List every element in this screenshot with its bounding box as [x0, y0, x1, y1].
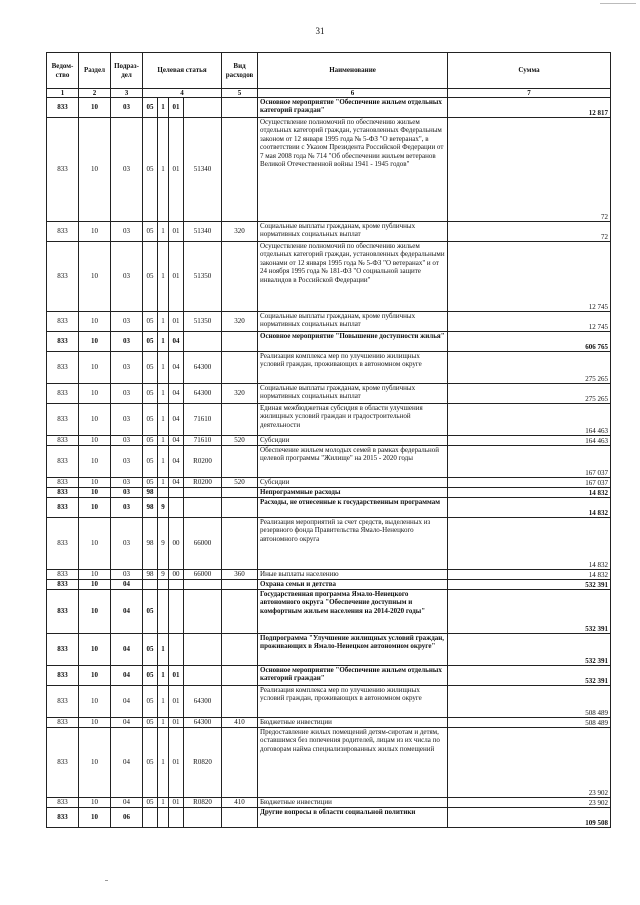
cell-vid-rashodov [222, 808, 258, 828]
cell-target-program: 05 [143, 686, 158, 718]
cell-target-direction [184, 634, 222, 666]
cell-podrazdel: 03 [111, 570, 143, 580]
cell-target-direction: 64300 [184, 718, 222, 728]
cell-podrazdel: 03 [111, 446, 143, 478]
cell-target-subprogram: 9 [158, 498, 169, 518]
column-index: 5 [222, 89, 258, 98]
cell-target-program [143, 808, 158, 828]
cell-podrazdel: 03 [111, 332, 143, 352]
cell-target-subprogram: 1 [158, 478, 169, 488]
cell-vedomstvo: 833 [47, 634, 79, 666]
cell-naimenovanie: Субсидии [258, 436, 448, 446]
header-razdel: Раздел [79, 53, 111, 89]
cell-podrazdel: 03 [111, 518, 143, 570]
cell-target-program: 05 [143, 718, 158, 728]
cell-vid-rashodov: 520 [222, 436, 258, 446]
cell-summa: 12 745 [448, 242, 611, 312]
cell-razdel: 10 [79, 352, 111, 384]
column-index-row [47, 89, 611, 98]
cell-naimenovanie: Основное мероприятие "Обеспечение жильем отдельных категорий граждан" [258, 98, 448, 118]
cell-target-program: 05 [143, 242, 158, 312]
cell-vid-rashodov [222, 686, 258, 718]
table-row [47, 798, 611, 808]
cell-target-event: 00 [169, 570, 184, 580]
cell-naimenovanie: Реализация комплекса мер по улучшению жилищных условий граждан, проживающих в автономном округе [258, 352, 448, 384]
cell-summa: 23 902 [448, 798, 611, 808]
cell-vedomstvo: 833 [47, 384, 79, 404]
cell-vedomstvo: 833 [47, 498, 79, 518]
cell-vid-rashodov [222, 580, 258, 590]
cell-target-event: 04 [169, 384, 184, 404]
cell-vedomstvo: 833 [47, 718, 79, 728]
cell-vedomstvo: 833 [47, 312, 79, 332]
cell-target-event: 04 [169, 332, 184, 352]
cell-target-direction: R0200 [184, 446, 222, 478]
cell-vid-rashodov [222, 118, 258, 222]
cell-target-subprogram: 1 [158, 98, 169, 118]
cell-naimenovanie: Основное мероприятие "Повышение доступности жилья" [258, 332, 448, 352]
cell-razdel: 10 [79, 808, 111, 828]
cell-target-subprogram: 1 [158, 634, 169, 666]
cell-razdel: 10 [79, 498, 111, 518]
cell-vedomstvo: 833 [47, 436, 79, 446]
cell-target-program: 05 [143, 222, 158, 242]
cell-vedomstvo: 833 [47, 580, 79, 590]
cell-vid-rashodov [222, 634, 258, 666]
cell-razdel: 10 [79, 666, 111, 686]
cell-target-subprogram: 1 [158, 222, 169, 242]
header-podrazdel: Подраз-дел [111, 53, 143, 89]
cell-naimenovanie: Предоставление жилых помещений детям-сиротам и детям, оставшимся без попечения родителей, лицам из их числа по договорам найма специализированных жилых помещений [258, 728, 448, 798]
cell-razdel: 10 [79, 222, 111, 242]
cell-target-program: 05 [143, 352, 158, 384]
scan-edge-mark [600, 3, 636, 4]
cell-target-direction: 71610 [184, 436, 222, 446]
cell-target-subprogram: 1 [158, 446, 169, 478]
header-naimenovanie: Наименование [258, 53, 448, 89]
cell-naimenovanie: Охрана семьи и детства [258, 580, 448, 590]
cell-target-program: 05 [143, 312, 158, 332]
cell-vedomstvo: 833 [47, 222, 79, 242]
cell-target-direction [184, 808, 222, 828]
cell-target-subprogram: 1 [158, 686, 169, 718]
cell-podrazdel: 03 [111, 404, 143, 436]
cell-summa: 14 832 [448, 570, 611, 580]
cell-summa: 164 463 [448, 404, 611, 436]
table-row [47, 718, 611, 728]
cell-vedomstvo: 833 [47, 352, 79, 384]
cell-target-program: 05 [143, 118, 158, 222]
cell-podrazdel: 03 [111, 242, 143, 312]
cell-razdel: 10 [79, 332, 111, 352]
cell-target-direction [184, 488, 222, 498]
table-row [47, 498, 611, 518]
cell-target-program: 05 [143, 436, 158, 446]
scan-dot [105, 880, 108, 881]
cell-razdel: 10 [79, 478, 111, 488]
column-index: 2 [79, 89, 111, 98]
cell-naimenovanie: Социальные выплаты гражданам, кроме публичных нормативных социальных выплат [258, 384, 448, 404]
cell-podrazdel: 03 [111, 478, 143, 488]
cell-naimenovanie: Субсидии [258, 478, 448, 488]
cell-vid-rashodov [222, 404, 258, 436]
cell-target-program: 05 [143, 98, 158, 118]
cell-vid-rashodov: 320 [222, 384, 258, 404]
budget-table [46, 52, 611, 828]
table-body [47, 98, 611, 828]
cell-vid-rashodov [222, 518, 258, 570]
cell-podrazdel: 04 [111, 728, 143, 798]
cell-target-event: 01 [169, 222, 184, 242]
cell-target-direction [184, 590, 222, 634]
cell-target-program: 98 [143, 488, 158, 498]
cell-target-program: 05 [143, 478, 158, 488]
cell-target-direction [184, 98, 222, 118]
cell-podrazdel: 03 [111, 488, 143, 498]
cell-vedomstvo: 833 [47, 728, 79, 798]
cell-razdel: 10 [79, 686, 111, 718]
cell-target-subprogram [158, 488, 169, 498]
column-index: 3 [111, 89, 143, 98]
cell-target-event: 04 [169, 478, 184, 488]
cell-vid-rashodov [222, 332, 258, 352]
cell-razdel: 10 [79, 384, 111, 404]
cell-target-subprogram: 1 [158, 312, 169, 332]
column-index: 4 [143, 89, 222, 98]
cell-target-program: 05 [143, 798, 158, 808]
table-row [47, 518, 611, 570]
cell-vedomstvo: 833 [47, 98, 79, 118]
cell-target-event [169, 634, 184, 666]
cell-razdel: 10 [79, 728, 111, 798]
cell-vedomstvo: 833 [47, 478, 79, 488]
cell-target-subprogram [158, 580, 169, 590]
cell-target-program: 98 [143, 518, 158, 570]
cell-vid-rashodov [222, 590, 258, 634]
cell-vid-rashodov: 320 [222, 312, 258, 332]
cell-vedomstvo: 833 [47, 404, 79, 436]
cell-razdel: 10 [79, 590, 111, 634]
table-row [47, 590, 611, 634]
cell-vedomstvo: 833 [47, 570, 79, 580]
cell-target-direction [184, 666, 222, 686]
cell-vid-rashodov [222, 498, 258, 518]
table-row [47, 478, 611, 488]
table-row [47, 312, 611, 332]
cell-vedomstvo: 833 [47, 798, 79, 808]
cell-summa: 167 037 [448, 478, 611, 488]
cell-naimenovanie: Реализация мероприятий за счет средств, выделенных из резервного фонда Правительства Ямало-Ненецкого автономного округа [258, 518, 448, 570]
table-row [47, 98, 611, 118]
header-vid-rashodov: Вид расходов [222, 53, 258, 89]
cell-vedomstvo: 833 [47, 808, 79, 828]
cell-target-direction: R0200 [184, 478, 222, 488]
cell-vedomstvo: 833 [47, 242, 79, 312]
cell-target-subprogram: 9 [158, 570, 169, 580]
cell-summa: 164 463 [448, 436, 611, 446]
table-row [47, 404, 611, 436]
cell-podrazdel: 04 [111, 580, 143, 590]
table-row [47, 222, 611, 242]
cell-naimenovanie: Осуществление полномочий по обеспечению жильем отдельных категорий граждан, установленных Федеральным законом от 12 января 1995 года № 5-ФЗ "О ветеранах", в соответствии с Указом Президента Российской Федерации от 7 мая 2008 года № 714 "Об обеспечении жильем ветеранов Великой Отечественной войны 1941 - 1945 годов" [258, 118, 448, 222]
cell-summa: 275 265 [448, 352, 611, 384]
table-row [47, 634, 611, 666]
cell-naimenovanie: Основное мероприятие "Обеспечение жильем отдельных категорий граждан" [258, 666, 448, 686]
cell-razdel: 10 [79, 488, 111, 498]
cell-target-direction [184, 498, 222, 518]
cell-target-event: 00 [169, 518, 184, 570]
cell-vid-rashodov [222, 352, 258, 384]
cell-podrazdel: 03 [111, 312, 143, 332]
cell-razdel: 10 [79, 436, 111, 446]
cell-target-direction: R0820 [184, 798, 222, 808]
cell-target-direction: 71610 [184, 404, 222, 436]
column-index: 1 [47, 89, 79, 98]
header-vedomstvo: Ведом-ство [47, 53, 79, 89]
cell-razdel: 10 [79, 570, 111, 580]
cell-vedomstvo: 833 [47, 118, 79, 222]
table-row [47, 352, 611, 384]
cell-target-direction: 64300 [184, 686, 222, 718]
cell-target-event: 01 [169, 718, 184, 728]
cell-summa: 12 745 [448, 312, 611, 332]
cell-naimenovanie: Государственная программа Ямало-Ненецкого автономного округа "Обеспечение доступным и комфортным жильем населения на 2014-2020 годы" [258, 590, 448, 634]
cell-naimenovanie: Подпрограмма "Улучшение жилищных условий граждан, проживающих в Ямало-Ненецком автономном округе" [258, 634, 448, 666]
cell-target-direction [184, 332, 222, 352]
table-row [47, 446, 611, 478]
cell-vid-rashodov [222, 98, 258, 118]
header-summa: Сумма [448, 53, 611, 89]
cell-target-subprogram: 9 [158, 518, 169, 570]
cell-target-program: 05 [143, 728, 158, 798]
cell-vid-rashodov: 410 [222, 718, 258, 728]
cell-vedomstvo: 833 [47, 446, 79, 478]
cell-summa: 14 832 [448, 518, 611, 570]
cell-target-subprogram: 1 [158, 404, 169, 436]
cell-summa: 532 391 [448, 590, 611, 634]
table-row [47, 808, 611, 828]
cell-podrazdel: 04 [111, 686, 143, 718]
cell-naimenovanie: Социальные выплаты гражданам, кроме публичных нормативных социальных выплат [258, 312, 448, 332]
table-row [47, 728, 611, 798]
cell-target-program: 05 [143, 332, 158, 352]
cell-target-program: 98 [143, 570, 158, 580]
cell-vid-rashodov [222, 666, 258, 686]
table-row [47, 118, 611, 222]
cell-naimenovanie: Расходы, не отнесенные к государственным программам [258, 498, 448, 518]
cell-podrazdel: 04 [111, 590, 143, 634]
cell-target-program: 05 [143, 384, 158, 404]
cell-podrazdel: 04 [111, 666, 143, 686]
cell-naimenovanie: Социальные выплаты гражданам, кроме публичных нормативных социальных выплат [258, 222, 448, 242]
column-index: 7 [448, 89, 611, 98]
table-row [47, 332, 611, 352]
cell-vid-rashodov [222, 728, 258, 798]
cell-podrazdel: 03 [111, 352, 143, 384]
cell-podrazdel: 03 [111, 384, 143, 404]
cell-summa: 109 508 [448, 808, 611, 828]
cell-target-subprogram [158, 808, 169, 828]
cell-vid-rashodov: 360 [222, 570, 258, 580]
table-row [47, 436, 611, 446]
cell-naimenovanie: Реализация комплекса мер по улучшению жилищных условий граждан, проживающих в автономном округе [258, 686, 448, 718]
cell-target-direction: 51340 [184, 222, 222, 242]
cell-target-event: 01 [169, 98, 184, 118]
cell-target-event: 01 [169, 312, 184, 332]
cell-target-program: 05 [143, 404, 158, 436]
column-index: 6 [258, 89, 448, 98]
cell-podrazdel: 03 [111, 436, 143, 446]
cell-vedomstvo: 833 [47, 686, 79, 718]
cell-summa: 14 832 [448, 488, 611, 498]
cell-target-event: 04 [169, 404, 184, 436]
cell-target-direction: 51350 [184, 312, 222, 332]
cell-target-event: 01 [169, 728, 184, 798]
cell-podrazdel: 06 [111, 808, 143, 828]
cell-target-direction: 66000 [184, 518, 222, 570]
cell-razdel: 10 [79, 446, 111, 478]
cell-target-direction [184, 580, 222, 590]
cell-vid-rashodov [222, 488, 258, 498]
cell-podrazdel: 03 [111, 498, 143, 518]
cell-target-direction: 51340 [184, 118, 222, 222]
cell-target-event: 01 [169, 242, 184, 312]
cell-summa: 508 489 [448, 718, 611, 728]
cell-vid-rashodov: 320 [222, 222, 258, 242]
header-celevaya-statya: Целевая статья [143, 53, 222, 89]
cell-vedomstvo: 833 [47, 590, 79, 634]
cell-target-program: 05 [143, 446, 158, 478]
cell-summa: 72 [448, 222, 611, 242]
cell-razdel: 10 [79, 634, 111, 666]
cell-vedomstvo: 833 [47, 666, 79, 686]
cell-razdel: 10 [79, 98, 111, 118]
page-number: 31 [315, 26, 325, 36]
cell-summa: 12 817 [448, 98, 611, 118]
cell-target-event [169, 488, 184, 498]
cell-naimenovanie: Обеспечение жильем молодых семей в рамках федеральной целевой программы "Жилище" на 2015 - 2020 годы [258, 446, 448, 478]
cell-target-subprogram: 1 [158, 352, 169, 384]
table-row [47, 580, 611, 590]
cell-target-event [169, 808, 184, 828]
cell-vid-rashodov [222, 446, 258, 478]
cell-target-subprogram: 1 [158, 118, 169, 222]
cell-razdel: 10 [79, 404, 111, 436]
cell-summa: 167 037 [448, 446, 611, 478]
table-row [47, 488, 611, 498]
cell-vid-rashodov: 410 [222, 798, 258, 808]
cell-target-subprogram: 1 [158, 728, 169, 798]
cell-naimenovanie: Другие вопросы в области социальной политики [258, 808, 448, 828]
cell-naimenovanie: Единая межбюджетная субсидия в области улучшения жилищных условий граждан и градостроительной деятельности [258, 404, 448, 436]
cell-razdel: 10 [79, 312, 111, 332]
cell-naimenovanie: Осуществление полномочий по обеспечению жильем отдельных категорий граждан, установленных федеральными законами от 12 января 1995 года № 5-ФЗ "О ветеранах" и от 24 ноября 1995 года № 181-ФЗ "О социальной защите инвалидов в Российской Федерации" [258, 242, 448, 312]
cell-target-subprogram: 1 [158, 798, 169, 808]
cell-naimenovanie: Бюджетные инвестиции [258, 798, 448, 808]
cell-razdel: 10 [79, 518, 111, 570]
cell-podrazdel: 03 [111, 118, 143, 222]
cell-vedomstvo: 833 [47, 518, 79, 570]
table-row [47, 570, 611, 580]
cell-target-event: 01 [169, 798, 184, 808]
cell-summa: 532 391 [448, 666, 611, 686]
cell-target-event [169, 580, 184, 590]
cell-target-direction: 51350 [184, 242, 222, 312]
cell-target-program [143, 580, 158, 590]
cell-target-subprogram: 1 [158, 242, 169, 312]
table-row [47, 242, 611, 312]
cell-target-subprogram: 1 [158, 332, 169, 352]
table-header-row [47, 53, 611, 89]
cell-target-subprogram: 1 [158, 666, 169, 686]
cell-razdel: 10 [79, 580, 111, 590]
cell-target-event: 01 [169, 118, 184, 222]
cell-summa: 23 902 [448, 728, 611, 798]
cell-razdel: 10 [79, 118, 111, 222]
cell-naimenovanie: Иные выплаты населению [258, 570, 448, 580]
table-row [47, 384, 611, 404]
cell-summa: 72 [448, 118, 611, 222]
cell-razdel: 10 [79, 718, 111, 728]
cell-target-event: 04 [169, 352, 184, 384]
cell-target-program: 05 [143, 590, 158, 634]
cell-target-direction: 64300 [184, 352, 222, 384]
cell-target-program: 98 [143, 498, 158, 518]
cell-naimenovanie: Бюджетные инвестиции [258, 718, 448, 728]
cell-summa: 275 265 [448, 384, 611, 404]
cell-target-direction: 64300 [184, 384, 222, 404]
cell-podrazdel: 03 [111, 98, 143, 118]
cell-vid-rashodov [222, 242, 258, 312]
cell-target-event: 01 [169, 666, 184, 686]
cell-target-event [169, 498, 184, 518]
cell-target-subprogram: 1 [158, 384, 169, 404]
table-row [47, 666, 611, 686]
cell-target-event: 04 [169, 446, 184, 478]
cell-vedomstvo: 833 [47, 488, 79, 498]
cell-target-direction: 66000 [184, 570, 222, 580]
cell-podrazdel: 04 [111, 718, 143, 728]
cell-podrazdel: 03 [111, 222, 143, 242]
cell-target-event [169, 590, 184, 634]
cell-summa: 606 765 [448, 332, 611, 352]
cell-target-subprogram [158, 590, 169, 634]
cell-vedomstvo: 833 [47, 332, 79, 352]
cell-target-event: 01 [169, 686, 184, 718]
cell-target-subprogram: 1 [158, 436, 169, 446]
cell-target-subprogram: 1 [158, 718, 169, 728]
cell-target-direction: R0820 [184, 728, 222, 798]
cell-target-program: 05 [143, 634, 158, 666]
cell-vid-rashodov: 520 [222, 478, 258, 488]
cell-podrazdel: 04 [111, 634, 143, 666]
cell-razdel: 10 [79, 798, 111, 808]
cell-naimenovanie: Непрограммные расходы [258, 488, 448, 498]
cell-summa: 508 489 [448, 686, 611, 718]
table-row [47, 686, 611, 718]
cell-summa: 532 391 [448, 634, 611, 666]
cell-target-event: 04 [169, 436, 184, 446]
cell-podrazdel: 04 [111, 798, 143, 808]
cell-target-program: 05 [143, 666, 158, 686]
cell-summa: 14 832 [448, 498, 611, 518]
cell-summa: 532 391 [448, 580, 611, 590]
cell-razdel: 10 [79, 242, 111, 312]
